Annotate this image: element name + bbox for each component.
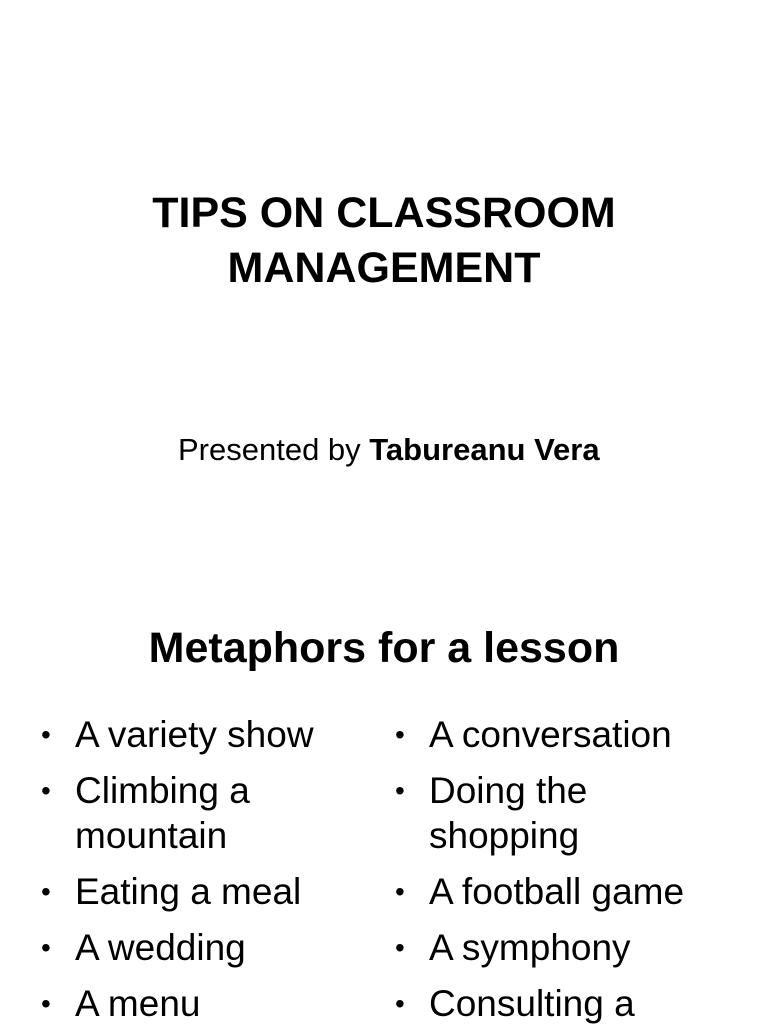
bullet-icon: • [41,876,51,907]
presenter-name: Tabureanu Vera [369,432,600,467]
list-item-text: A football game [429,871,685,912]
bullet-icon: • [395,775,405,806]
list-item-text: A variety show [75,714,314,755]
list-item-text: A wedding [75,927,246,968]
list-item-text: Doing the [429,770,588,811]
bullet-icon: • [395,719,405,750]
bullet-icon: • [395,876,405,907]
bullet-icon: • [41,775,51,806]
list-item [40,712,380,757]
metaphors-slide [0,576,768,1024]
list-item-text-continued: mountain [75,815,228,856]
list-item [394,981,764,1024]
right-bullet-list [394,712,764,1024]
list-item [40,869,380,914]
list-item-text: A menu [75,983,201,1024]
presenter-line [178,430,600,470]
list-item [394,712,764,757]
list-item-text: Climbing a [75,770,250,811]
list-item [40,768,380,858]
list-item [394,925,764,970]
left-bullet-list [40,712,380,1024]
bullet-icon: • [41,719,51,750]
list-item-text: Consulting a [429,983,635,1024]
slide-heading: Metaphors for a lesson [148,624,620,672]
list-item [40,925,380,970]
list-item [394,768,764,858]
list-item-text: A symphony [429,927,631,968]
presented-by-label: Presented by [178,432,370,467]
bullet-icon: • [395,988,405,1019]
bullet-icon: • [41,932,51,963]
bullet-icon: • [41,988,51,1019]
slide-title-line-1: TIPS ON CLASSROOM [152,189,616,237]
slide-title-line-2: MANAGEMENT [227,244,541,292]
list-item-text: A conversation [429,714,672,755]
slide-title [0,186,768,296]
list-item-text: Eating a meal [75,871,302,912]
bullet-icon: • [395,932,405,963]
list-item [394,869,764,914]
list-item-text-continued: shopping [429,815,580,856]
list-item [40,981,380,1024]
